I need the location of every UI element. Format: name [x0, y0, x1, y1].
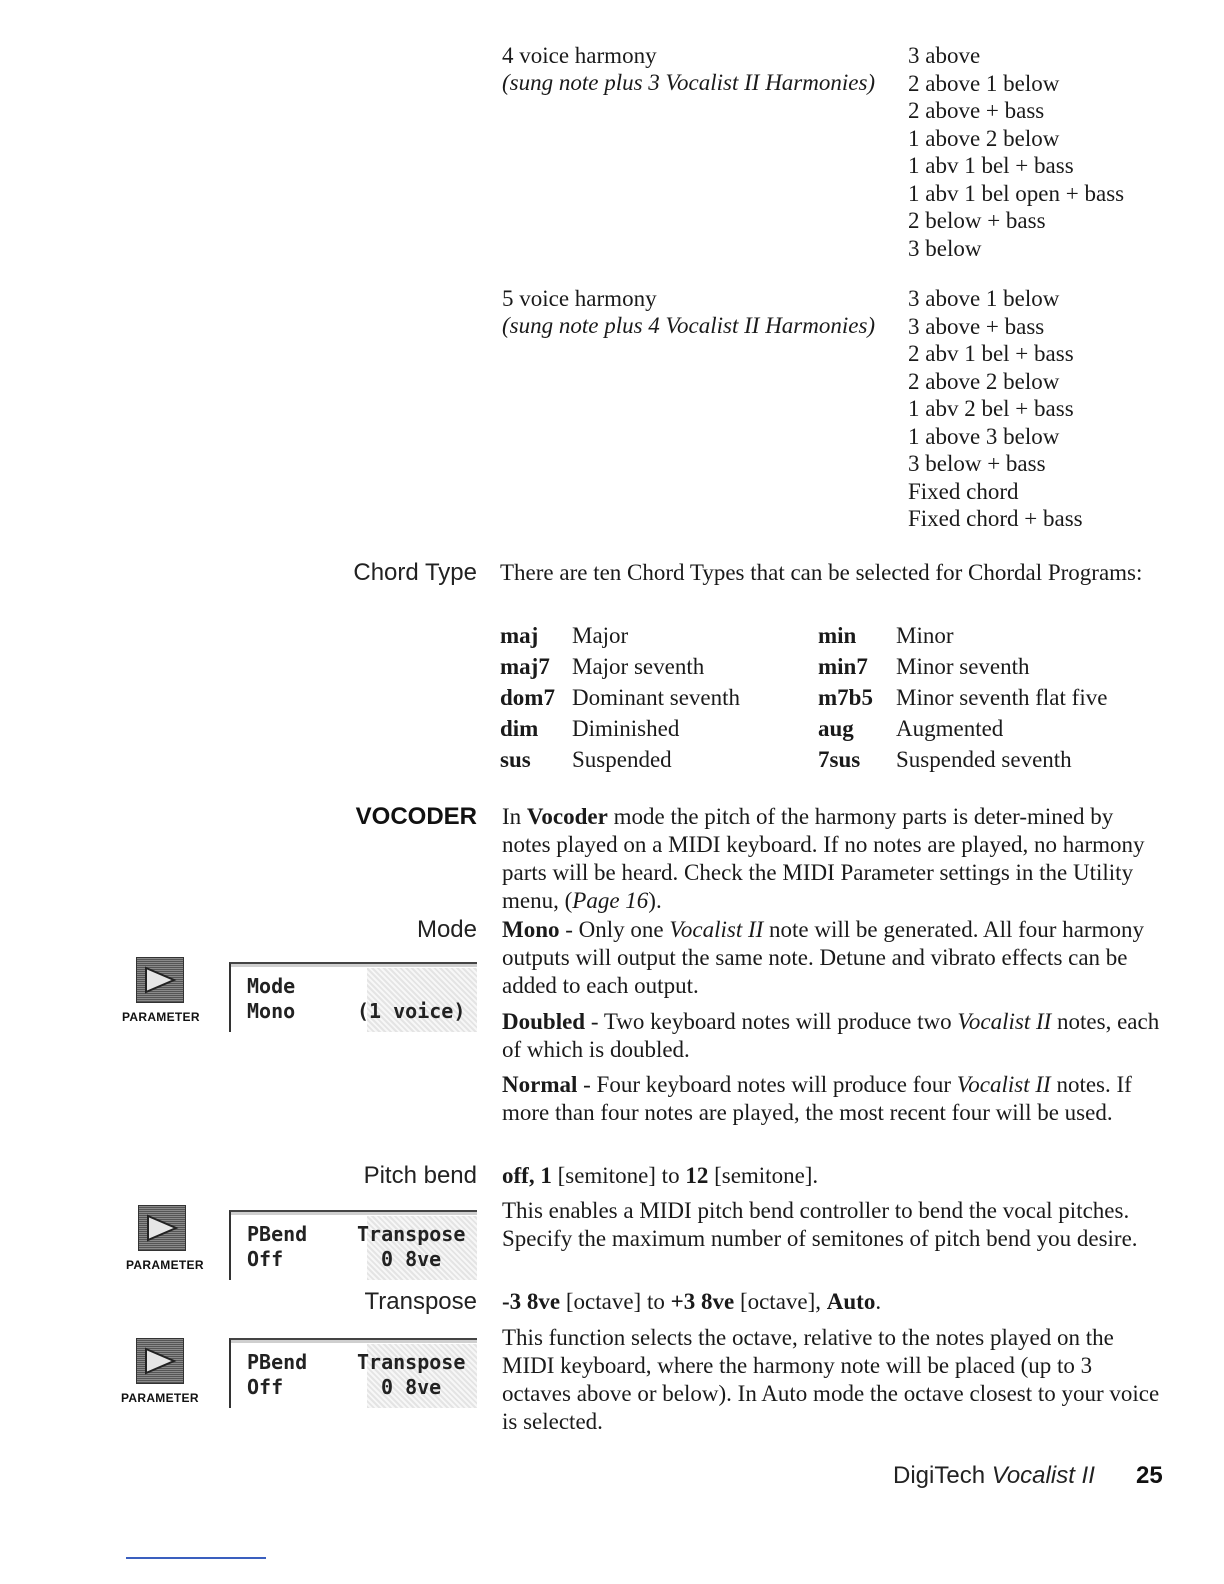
- vocoder-heading: VOCODER: [355, 803, 477, 830]
- mode-normal-italic: Vocalist II: [956, 1072, 1051, 1097]
- mode-mono-pre: - Only one: [559, 917, 670, 942]
- parameter-label: PARAMETER: [122, 1010, 200, 1024]
- harmony-5-title: 5 voice harmony: [502, 286, 657, 311]
- transpose-range-end: .: [875, 1289, 882, 1314]
- harmony-5-block: [502, 285, 875, 339]
- footer-brand: DigiTech: [893, 1462, 992, 1489]
- lcd-line: Mono: [247, 999, 296, 1023]
- play-arrow-icon: [138, 1205, 186, 1251]
- harmony-4-subtitle: (sung note plus 3 Vocalist II Harmonies): [502, 70, 876, 95]
- vocoder-intro-bold: Vocoder: [526, 804, 608, 829]
- transpose-label: Transpose: [364, 1288, 477, 1315]
- lcd-line: (1 voice): [357, 999, 466, 1023]
- lcd-line: Transpose: [357, 1222, 466, 1246]
- pitch-bend-range-mid: [semitone] to: [551, 1163, 686, 1188]
- chord-name: Augmented: [896, 716, 1004, 741]
- pitch-bend-range-min: off, 1: [502, 1163, 552, 1188]
- mode-normal-desc: [502, 1071, 1162, 1127]
- vocoder-intro-page: Page 16: [572, 888, 649, 913]
- transpose-range-min: -3 8ve: [502, 1289, 561, 1314]
- harmony-4-title: 4 voice harmony: [502, 43, 657, 68]
- lcd-line: Transpose: [357, 1350, 466, 1374]
- harmony-5-subtitle: (sung note plus 4 Vocalist II Harmonies): [502, 313, 876, 338]
- harmony-option: 2 above 1 below: [908, 70, 1060, 96]
- parameter-button-pitch-bend[interactable]: [138, 1205, 186, 1251]
- harmony-option: 2 above + bass: [908, 98, 1045, 123]
- lcd-line: PBend: [247, 1350, 308, 1374]
- mode-mono-desc: [502, 916, 1162, 1000]
- lcd-display-mode: [229, 962, 477, 1032]
- vocoder-intro-post: mode the pitch of the harmony parts is deter-mined by notes played on a MIDI keyboard. If no notes are played, no harmony parts will be heard. Check the MIDI Parameter settings in the Utility menu, (: [502, 804, 1145, 913]
- harmony-5-options: [908, 285, 1083, 533]
- mode-doubled-post: notes, each of which is doubled.: [502, 1009, 1160, 1062]
- chord-type-intro: There are ten Chord Types that can be selected for Chordal Programs:: [500, 560, 1143, 585]
- transpose-range-sep: [octave],: [734, 1289, 827, 1314]
- lcd-line: Mode: [247, 974, 296, 998]
- parameter-button-transpose[interactable]: [136, 1338, 184, 1384]
- mode-label: Mode: [416, 916, 477, 943]
- lcd-line: Off: [247, 1375, 284, 1399]
- chord-abbr: min7: [818, 654, 868, 679]
- harmony-option: 3 below: [908, 235, 982, 261]
- harmony-option: 2 above 2 below: [908, 368, 1060, 394]
- mode-normal-pre: - Four keyboard notes will produce four: [577, 1072, 957, 1097]
- page-footer: [893, 1462, 1095, 1490]
- lcd-line: Off: [247, 1247, 284, 1271]
- lcd-display-pitch-bend: [229, 1210, 477, 1280]
- lcd-display-transpose: [229, 1338, 477, 1408]
- harmony-option: 3 above 1 below: [908, 286, 1060, 311]
- footer-brand-italic: Vocalist II: [991, 1462, 1095, 1489]
- chord-name: Minor seventh flat five: [896, 685, 1108, 710]
- transpose-range: [502, 1288, 1162, 1316]
- mode-mono-bold: Mono: [502, 917, 560, 942]
- lcd-line: PBend: [247, 1222, 308, 1246]
- pitch-bend-desc: This enables a MIDI pitch bend controller to bend the vocal pitches. Specify the maximum number of semitones of pitch bend you desire.: [502, 1198, 1138, 1251]
- chord-type-label: Chord Type: [353, 559, 477, 586]
- chord-abbr: dim: [500, 716, 539, 741]
- harmony-option: 1 abv 2 bel + bass: [908, 396, 1074, 421]
- chord-abbr: dom7: [500, 685, 555, 710]
- lcd-line: 0 8ve: [381, 1375, 442, 1399]
- mode-normal-bold: Normal: [502, 1072, 578, 1097]
- transpose-desc: This function selects the octave, relative to the notes played on the MIDI keyboard, where the harmony note will be placed (up to 3 octaves above or below). In Auto mode the octave closest to your voice is selected.: [502, 1325, 1160, 1434]
- vocoder-intro: [502, 803, 1162, 915]
- parameter-label: PARAMETER: [121, 1391, 199, 1405]
- chord-name: Diminished: [572, 716, 680, 741]
- harmony-option: 3 below + bass: [908, 451, 1046, 476]
- vocoder-intro-pre: In: [502, 804, 527, 829]
- harmony-option: 2 below + bass: [908, 208, 1046, 233]
- play-arrow-icon: [136, 957, 184, 1003]
- bottom-rule: [126, 1557, 266, 1559]
- pitch-bend-range-max: 12: [685, 1163, 709, 1188]
- transpose-range-mid: [octave] to: [560, 1289, 671, 1314]
- parameter-label: PARAMETER: [126, 1258, 204, 1272]
- mode-doubled-italic: Vocalist II: [957, 1009, 1052, 1034]
- vocoder-intro-end: ).: [648, 888, 662, 913]
- harmony-4-block: [502, 42, 875, 96]
- harmony-option: 2 abv 1 bel + bass: [908, 341, 1074, 366]
- chord-abbr: maj7: [500, 654, 550, 679]
- chord-abbr: aug: [818, 716, 854, 741]
- mode-normal-post: notes. If more than four notes are played, the most recent four will be used.: [502, 1072, 1132, 1125]
- transpose-range-auto: Auto: [826, 1289, 876, 1314]
- mode-doubled-bold: Doubled: [502, 1009, 586, 1034]
- chord-abbr: min: [818, 623, 857, 648]
- chord-type-table: [500, 622, 1166, 774]
- mode-mono-italic: Vocalist II: [669, 917, 764, 942]
- mode-doubled-pre: - Two keyboard notes will produce two: [585, 1009, 958, 1034]
- chord-name: Suspended: [572, 747, 672, 772]
- harmony-option: Fixed chord + bass: [908, 506, 1083, 531]
- chord-name: Major: [572, 623, 629, 648]
- chord-name: Minor: [896, 623, 954, 648]
- chord-name: Suspended seventh: [896, 747, 1072, 772]
- chord-name: Minor seventh: [896, 654, 1030, 679]
- mode-doubled-desc: [502, 1008, 1162, 1064]
- harmony-option: 3 above + bass: [908, 313, 1045, 339]
- chord-name: Major seventh: [572, 654, 705, 679]
- harmony-option: Fixed chord: [908, 478, 1019, 504]
- harmony-4-options: [908, 42, 1124, 262]
- page-number: 25: [1136, 1462, 1163, 1489]
- pitch-bend-range: [502, 1162, 1162, 1190]
- chord-abbr: maj: [500, 623, 539, 648]
- chord-abbr: 7sus: [818, 747, 861, 772]
- chord-abbr: m7b5: [818, 685, 873, 710]
- harmony-option: 3 above: [908, 43, 981, 68]
- harmony-option: 1 abv 1 bel + bass: [908, 153, 1074, 178]
- harmony-option: 1 abv 1 bel open + bass: [908, 180, 1125, 206]
- mode-mono-post: note will be generated. All four harmony outputs will output the same note. Detune and vibrato effects can be added to each output.: [502, 917, 1144, 998]
- harmony-option: 1 above 2 below: [908, 125, 1060, 151]
- chord-name: Dominant seventh: [572, 685, 740, 710]
- lcd-line: 0 8ve: [381, 1247, 442, 1271]
- pitch-bend-range-end: [semitone].: [708, 1163, 819, 1188]
- chord-abbr: sus: [500, 747, 531, 772]
- play-arrow-icon: [136, 1338, 184, 1384]
- pitch-bend-label: Pitch bend: [363, 1162, 477, 1189]
- harmony-option: 1 above 3 below: [908, 423, 1060, 449]
- transpose-range-max: +3 8ve: [670, 1289, 735, 1314]
- parameter-button-mode[interactable]: [136, 957, 184, 1003]
